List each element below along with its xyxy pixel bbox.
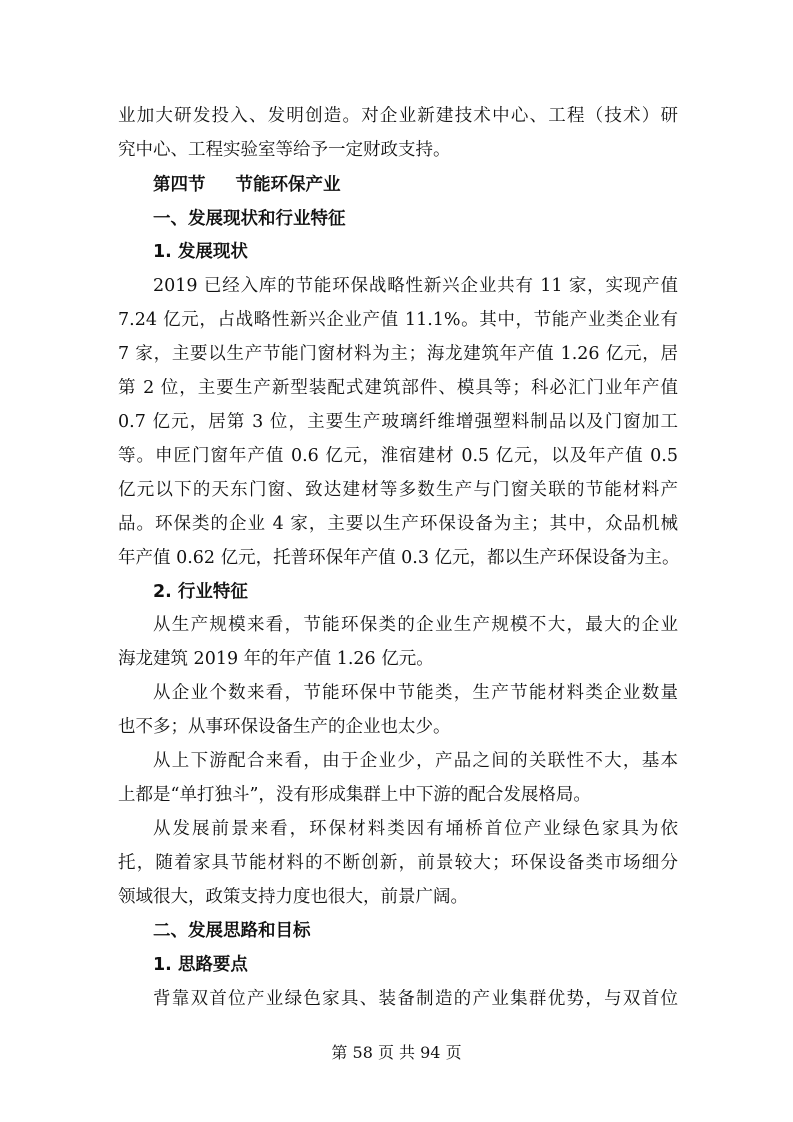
body-text-line: 托，随着家具节能材料的不断创新，前景较大；环保设备类市场细分 xyxy=(118,853,678,873)
body-text-line: 背靠双首位产业绿色家具、装备制造的产业集群优势，与双首位 xyxy=(153,989,678,1009)
heading-ideas-and-goals: 二、发展思路和目标 xyxy=(153,921,311,941)
section-title: 节能环保产业 xyxy=(235,175,341,195)
body-text-line: 究中心、工程实验室等给予一定财政支持。 xyxy=(118,140,451,160)
body-text-line: 从生产规模来看，节能环保类的企业生产规模不大，最大的企业 xyxy=(153,615,678,635)
body-text-line: 业加大研发投入、发明创造。对企业新建技术中心、工程（技术）研 xyxy=(118,106,678,126)
body-text-line: 也不多；从事环保设备生产的企业也太少。 xyxy=(118,717,451,737)
subheading-industry-features: 2. 行业特征 xyxy=(153,582,248,602)
body-text-line: 2019 已经入库的节能环保战略性新兴企业共有 11 家，实现产值 xyxy=(153,276,678,296)
body-text-line: 第 2 位，主要生产新型装配式建筑部件、模具等；科必汇门业年产值 xyxy=(118,378,678,398)
body-text-line: 等。申匠门窗年产值 0.6 亿元，淮宿建材 0.5 亿元，以及年产值 0.5 xyxy=(118,446,678,466)
body-text-line: 0.7 亿元，居第 3 位，主要生产玻璃纤维增强塑料制品以及门窗加工 xyxy=(118,412,678,432)
body-text-line: 年产值 0.62 亿元，托普环保年产值 0.3 亿元，都以生产环保设备为主。 xyxy=(118,548,680,568)
section-heading xyxy=(153,173,341,197)
subheading-key-ideas: 1. 思路要点 xyxy=(153,955,248,975)
body-text-line: 从发展前景来看，环保材料类因有埇桥首位产业绿色家具为依 xyxy=(153,819,678,839)
body-text-line: 7.24 亿元，占战略性新兴企业产值 11.1%。其中，节能产业类企业有 xyxy=(118,310,678,330)
body-text-line: 海龙建筑 2019 年的年产值 1.26 亿元。 xyxy=(118,649,434,669)
body-text-line: 品。环保类的企业 4 家，主要以生产环保设备为主；其中，众品机械 xyxy=(118,514,678,534)
body-text-line: 上都是“单打独斗”，没有形成集群上中下游的配合发展格局。 xyxy=(118,785,591,805)
subheading-status: 1. 发展现状 xyxy=(153,242,248,262)
body-text-line: 7 家，主要以生产节能门窗材料为主；海龙建筑年产值 1.26 亿元，居 xyxy=(118,344,678,364)
body-text-line: 亿元以下的天东门窗、致达建材等多数生产与门窗关联的节能材料产 xyxy=(118,480,678,500)
body-text-line: 从企业个数来看，节能环保中节能类，生产节能材料类企业数量 xyxy=(153,683,678,703)
section-number: 第四节 xyxy=(153,175,206,195)
body-text-line: 领域很大，政策支持力度也很大，前景广阔。 xyxy=(118,887,468,907)
body-text-line: 从上下游配合来看，由于企业少，产品之间的关联性不大，基本 xyxy=(153,751,678,771)
heading-development-status: 一、发展现状和行业特征 xyxy=(153,209,346,229)
page-number-footer: 第 58 页 共 94 页 xyxy=(331,1043,462,1062)
